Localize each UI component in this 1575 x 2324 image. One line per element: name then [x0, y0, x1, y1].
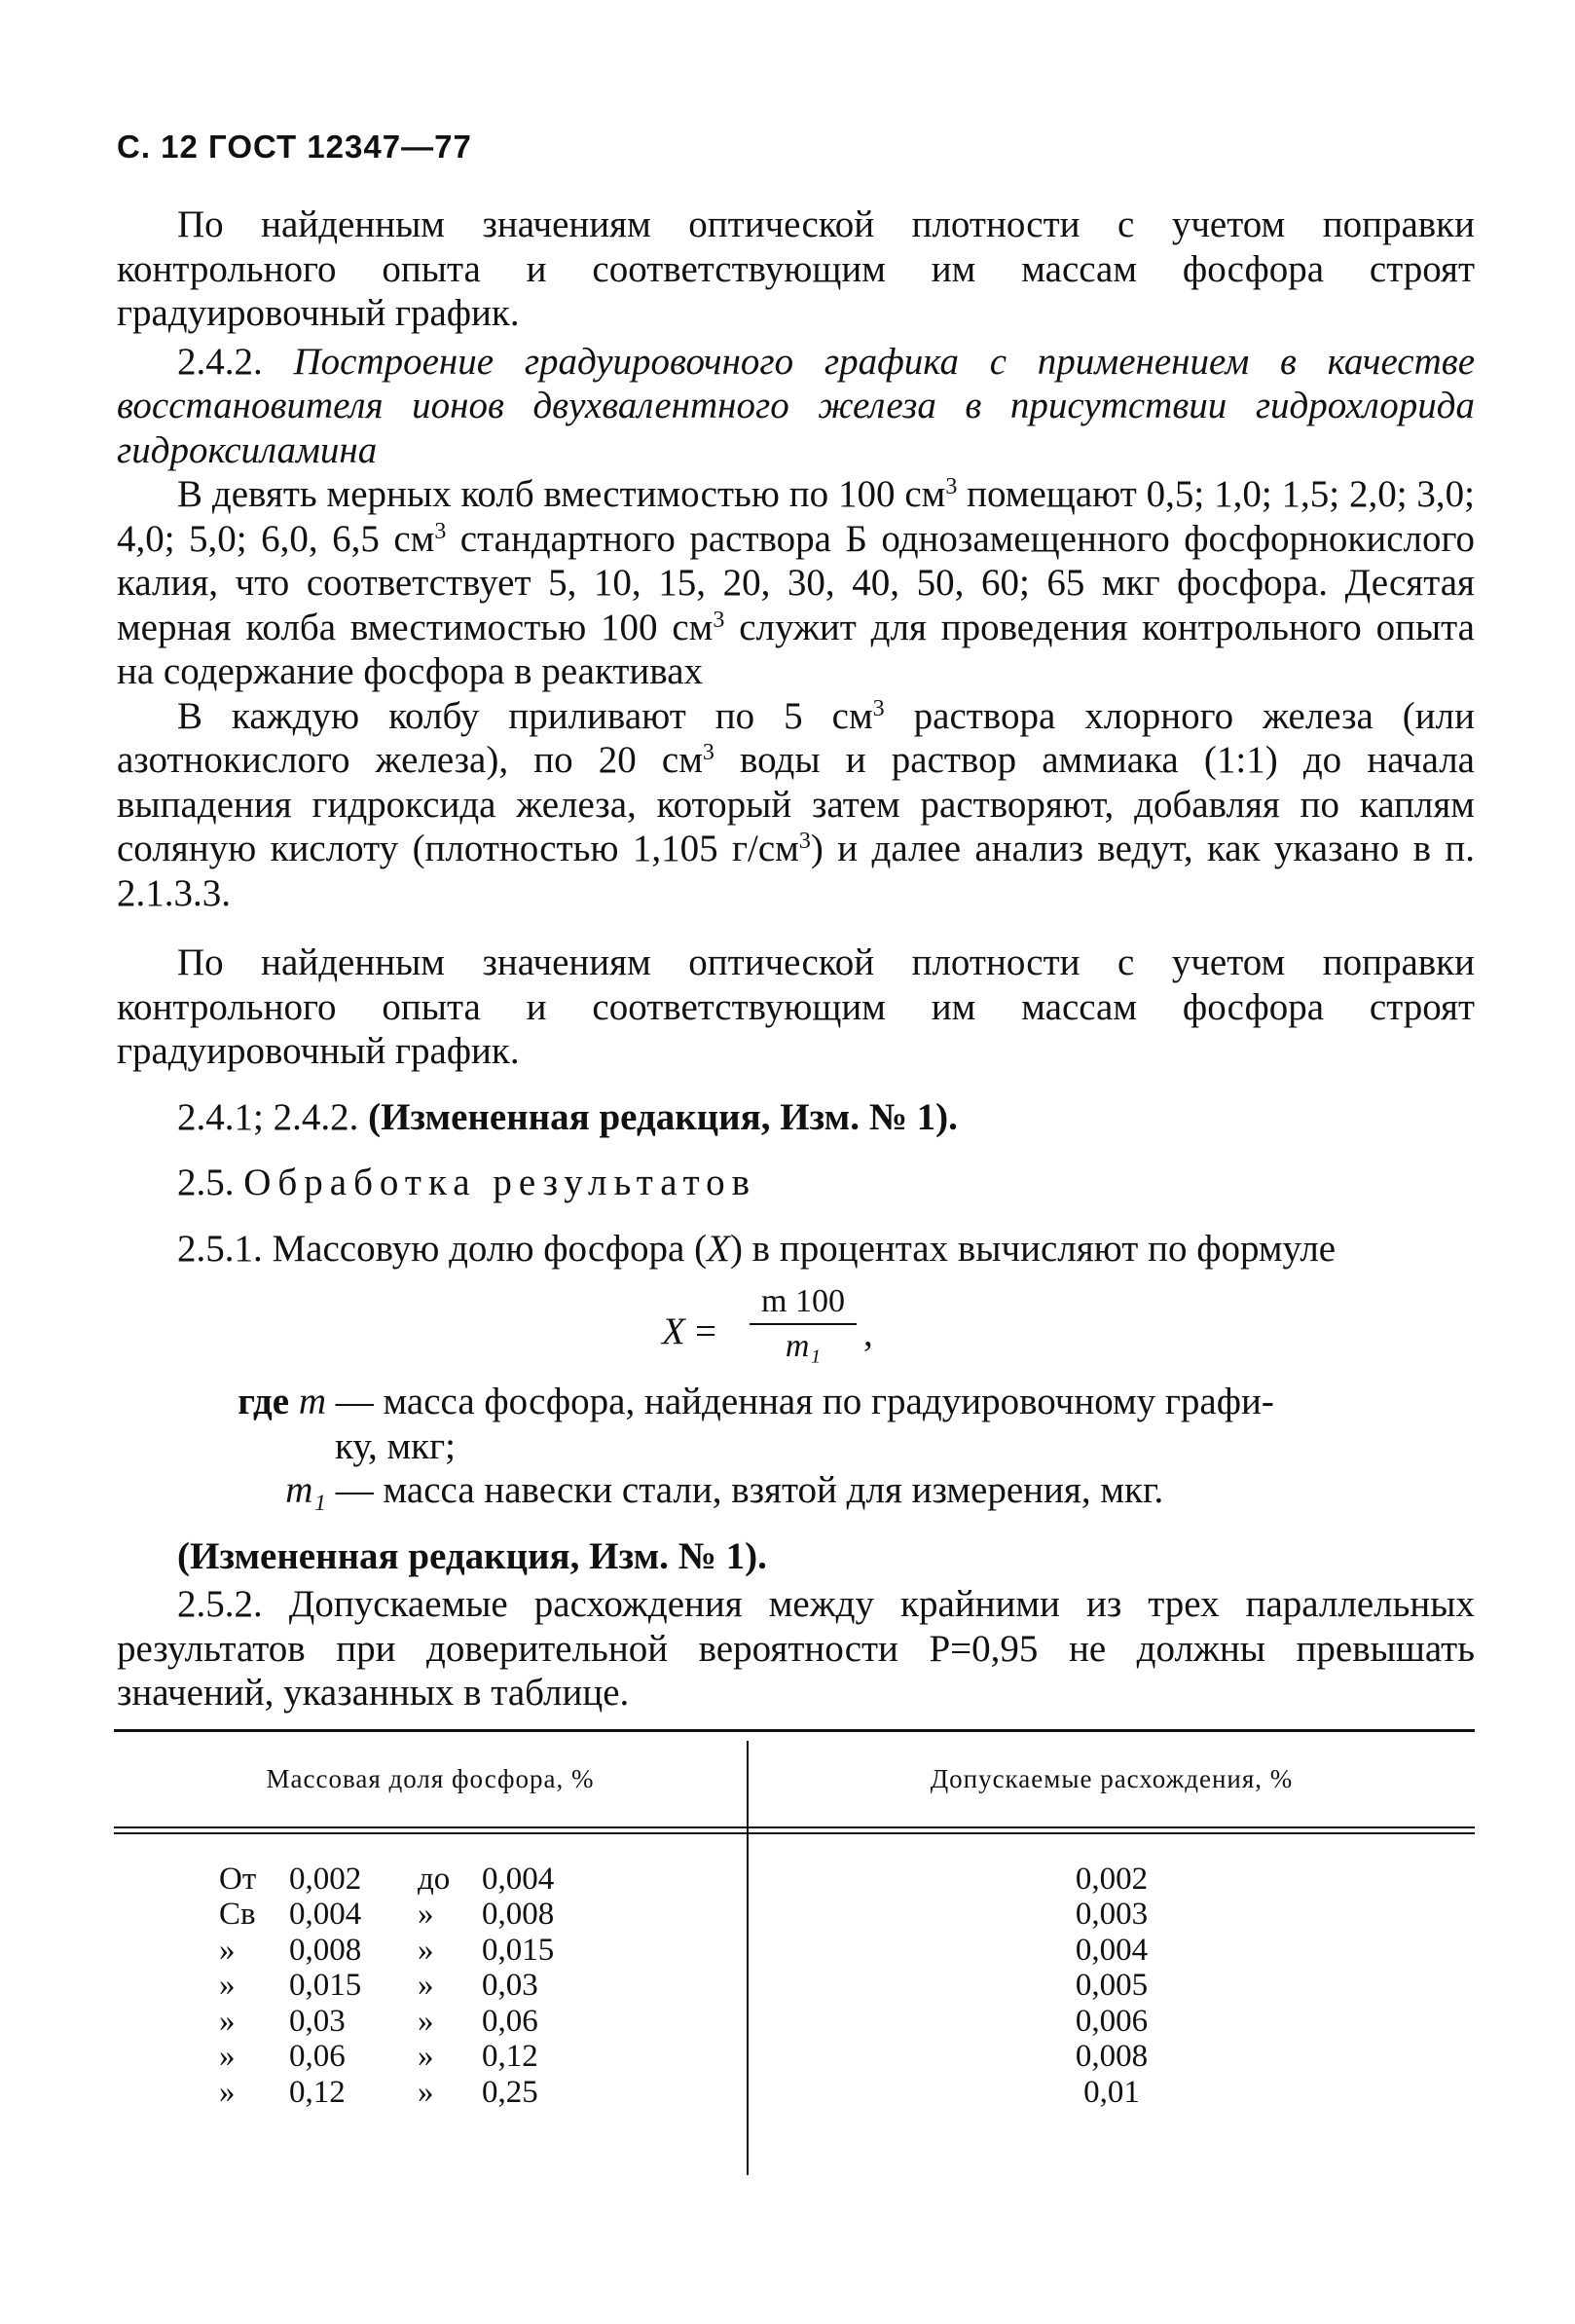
range-separator: до: [418, 1861, 451, 1897]
range-to: 0,06: [482, 2003, 538, 2039]
tolerance-value: 0,006: [1075, 2003, 1149, 2039]
range-from: 0,015: [289, 1968, 362, 2003]
tolerance-value: 0,008: [1075, 2039, 1149, 2074]
tolerance-value: 0,004: [1075, 1932, 1149, 1968]
table-row: [114, 1933, 1475, 1969]
paragraph-formula-intro: [117, 1227, 1475, 1272]
where-m-continuation: ку, мкг;: [335, 1424, 456, 1467]
range-from: 0,03: [289, 2003, 346, 2039]
section-number: 2.4.2.: [177, 340, 294, 383]
where-m: [117, 1380, 1475, 1424]
range-to: 0,015: [482, 1932, 555, 1968]
text-run: раствора хлорного железа (или азотнокислого железа), по 20 см: [117, 694, 1475, 781]
where-text: — масса навески стали, взятой для измерения, мкг.: [326, 1469, 1164, 1511]
range-separator: »: [418, 2074, 434, 2110]
range-separator: »: [418, 1968, 434, 2003]
range-separator: »: [418, 1897, 434, 1932]
range-prefix: »: [219, 1932, 236, 1968]
table-top-rule: [114, 1729, 1475, 1732]
range-from: 0,004: [289, 1897, 362, 1932]
range-from: 0,008: [289, 1932, 362, 1968]
formula-equals: =: [695, 1310, 716, 1352]
tolerance-value: 0,01: [1083, 2074, 1140, 2110]
range-separator: »: [418, 2003, 434, 2039]
tolerance-value: 0,003: [1075, 1897, 1149, 1932]
superscript: 3: [945, 474, 958, 499]
formula-lhs: X: [662, 1310, 685, 1352]
section-2-4-2-heading: [117, 340, 1475, 473]
table-header-tolerance: Допускаемые расхождения, %: [930, 1763, 1294, 1793]
section-number: 2.5.: [177, 1162, 244, 1203]
variable: m₁: [285, 1469, 326, 1511]
table-row: [114, 1862, 1475, 1898]
text-run: ) и далее анализ ведут, как указано в п. 2.1.3.3.: [117, 828, 1475, 914]
paragraph-tolerances: 2.5.2. Допускаемые расхождения между крайними из трех параллельных результатов при доверительной вероятности Р=0,95 не должны превышать значений, указанных в таблице.: [117, 1583, 1475, 1714]
paragraph-flasks: [117, 472, 1475, 694]
table-row: [114, 1968, 1475, 2004]
where-label: [117, 1380, 326, 1424]
range-to: 0,03: [482, 1968, 538, 2003]
amendment-note-2: (Измененная редакция, Изм. № 1).: [177, 1534, 767, 1577]
range-to: 0,12: [482, 2039, 538, 2074]
text-run: 2.5.1. Массовую долю фосфора (: [177, 1227, 708, 1270]
superscript: 3: [798, 829, 811, 854]
amendment-note-1: [117, 1095, 1475, 1140]
range-from: 0,002: [289, 1861, 362, 1897]
amendment-text: (Измененная редакция, Изм. № 1).: [368, 1095, 958, 1138]
tolerance-value: 0,002: [1075, 1861, 1149, 1897]
paragraph-calibration-note: По найденным значениям оптической плотности с учетом поправки контрольного опыта и соответствующим им массам фосфора строят градуировочный график.: [117, 203, 1475, 334]
text-run: В каждую колбу приливают по 5 см: [177, 694, 873, 737]
paragraph-reagents: [117, 694, 1475, 916]
table-body: [114, 1862, 1475, 2111]
paragraph-calibration-note-2: По найденным значениям оптической плотности с учетом поправки контрольного опыта и соответствующим им массам фосфора строят градуировочный график.: [117, 941, 1475, 1072]
text-run: помещают 0,5; 1,0; 1,5; 2,0; 3,0; 4,0; 5,0; 6,0, 6,5 см: [117, 473, 1475, 560]
range-prefix: Св: [219, 1897, 256, 1932]
range-prefix: »: [219, 2003, 236, 2039]
table-row: [114, 2039, 1475, 2075]
document-body: [117, 203, 1475, 2175]
table-header-mass-fraction: Массовая доля фосфора, %: [266, 1763, 595, 1793]
formula-comma: ,: [863, 1312, 873, 1354]
where-prefix: где: [238, 1381, 299, 1422]
text-run: В девять мерных колб вместимостью по 100 см: [177, 473, 946, 515]
text-run: воды и раствор аммиака (1:1) до начала выпадения гидроксида железа, который затем растворяют, добавляя по каплям соляную кислоту (плотностью 1,105 г/см: [117, 739, 1475, 869]
where-m1: [117, 1468, 1475, 1513]
section-title: Обработка результатов: [243, 1162, 757, 1203]
tolerance-table: [114, 1729, 1475, 2175]
formula-numerator: m 100: [761, 1283, 845, 1319]
table-row: [114, 1897, 1475, 1933]
tolerance-value: 0,005: [1075, 1968, 1149, 2003]
superscript: 3: [702, 740, 714, 765]
table-header-rule: [114, 1826, 1475, 1828]
table-row: [114, 2004, 1475, 2040]
range-from: 0,06: [289, 2039, 346, 2074]
range-prefix: »: [219, 2074, 236, 2110]
range-prefix: От: [219, 1861, 257, 1897]
text-run: ) в процентах вычисляют по формуле: [729, 1227, 1337, 1270]
range-to: 0,008: [482, 1897, 555, 1932]
formula-denominator: m₁: [785, 1328, 822, 1364]
table-row: [114, 2075, 1475, 2111]
variable: X: [707, 1227, 730, 1270]
section-2-5-heading: [117, 1161, 1475, 1205]
range-separator: »: [418, 1932, 434, 1968]
section-number: 2.4.1; 2.4.2.: [177, 1095, 369, 1138]
text-run: служит для проведения контрольного опыта на содержание фосфора в реактивах: [117, 606, 1475, 692]
table-header-rule: [114, 1832, 1475, 1834]
text-run: стандартного раствора Б однозамещенного фосфорнокислого калия, что соответствует 5, 10, 15, 20, 30, 40, 50, 60; 65 мкг фосфора. Десятая мерная колба вместимостью 100 см: [117, 517, 1475, 648]
page-header: С. 12 ГОСТ 12347—77: [117, 129, 472, 165]
where-text: — масса фосфора, найденная по градуировочному графи-: [326, 1381, 1274, 1422]
formula: [662, 1282, 1475, 1380]
range-separator: »: [418, 2039, 434, 2074]
formula-fraction: [750, 1282, 857, 1366]
range-from: 0,12: [289, 2074, 346, 2110]
superscript: 3: [872, 695, 885, 721]
range-prefix: »: [219, 1968, 236, 2003]
fraction-bar: [750, 1323, 857, 1325]
section-title: Построение градуировочного графика с применением в качестве восстановителя ионов двухвалентного железа в присутствии гидрохлорида гидроксиламина: [117, 340, 1476, 471]
variable: m: [298, 1381, 326, 1422]
superscript: 3: [713, 607, 725, 633]
superscript: 3: [434, 518, 447, 544]
range-to: 0,25: [482, 2074, 538, 2110]
where-label: [117, 1468, 326, 1513]
range-to: 0,004: [482, 1861, 555, 1897]
range-prefix: »: [219, 2039, 236, 2074]
